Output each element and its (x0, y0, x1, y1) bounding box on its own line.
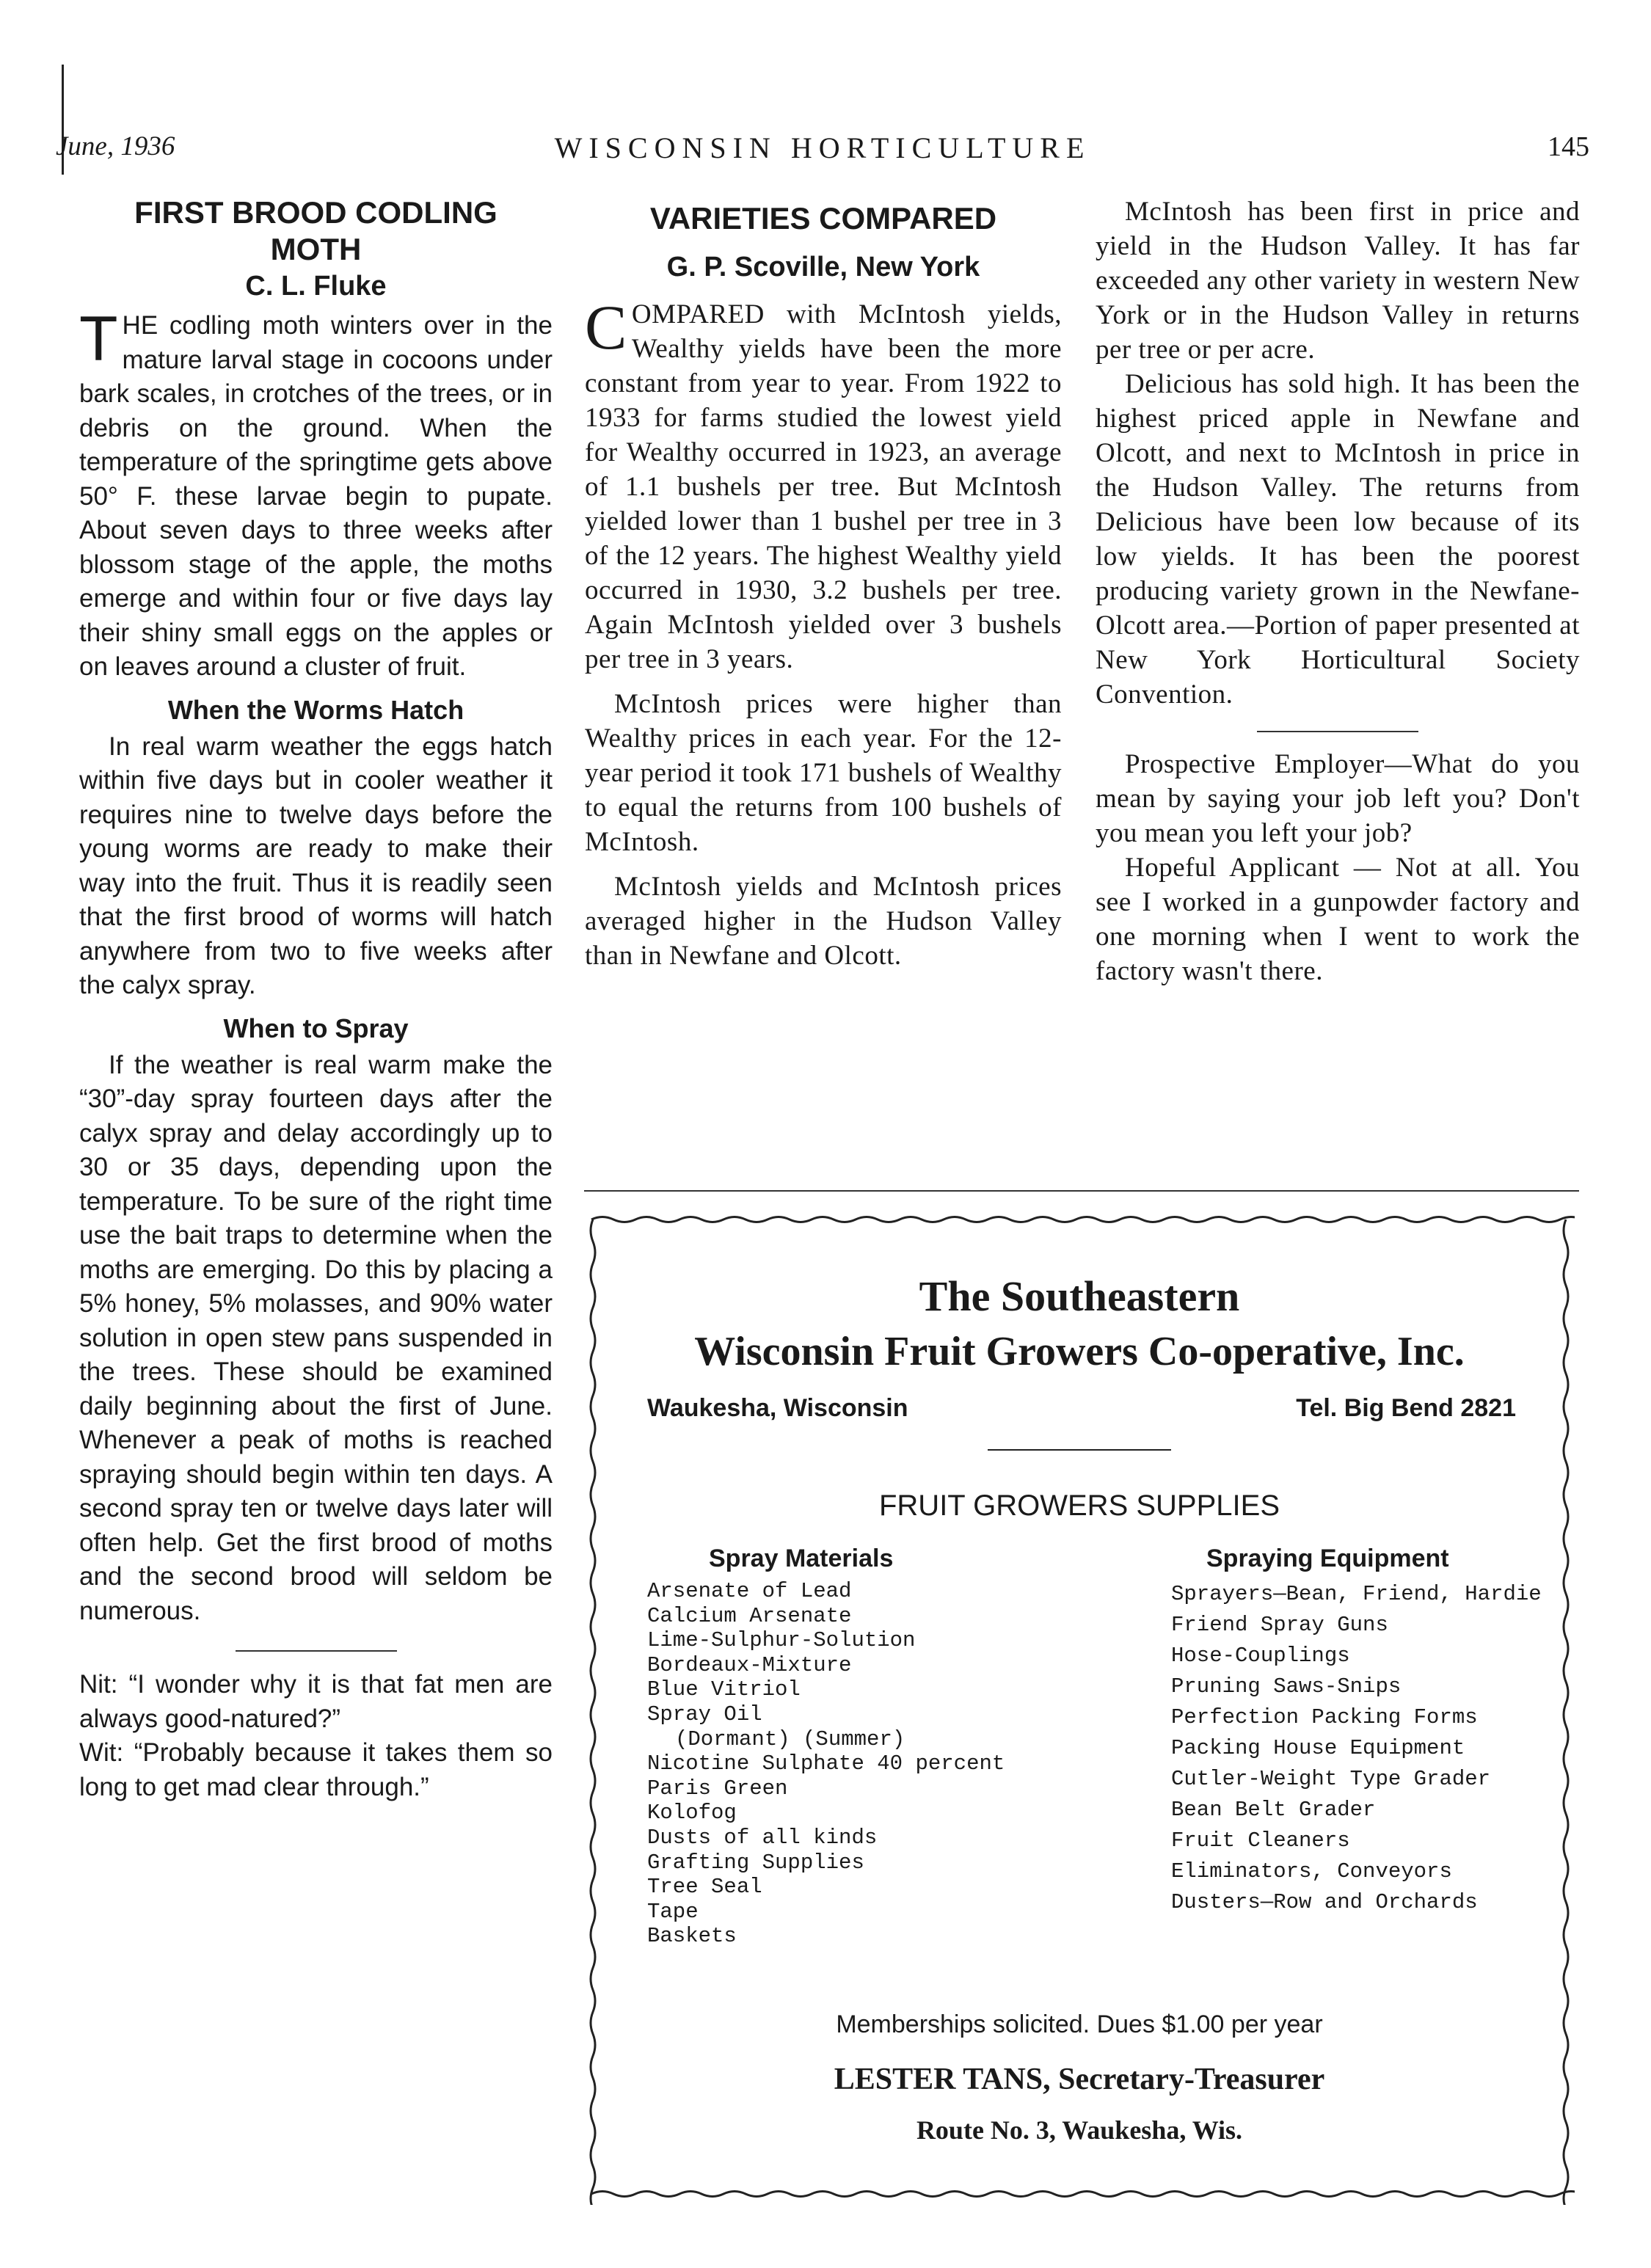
divider-rule (236, 1650, 397, 1652)
spraying-equipment-list (1171, 1579, 1542, 1918)
list-item: Arsenate of Lead (647, 1579, 852, 1603)
page-header (56, 131, 1589, 172)
list-item: Bordeaux-Mixture (647, 1652, 852, 1677)
list-item: (Dormant) (Summer) (675, 1726, 905, 1751)
ad-city: Waukesha, Wisconsin (647, 1394, 908, 1422)
list-item: Perfection Packing Forms (1171, 1705, 1478, 1729)
list-item: Eliminators, Conveyors (1171, 1859, 1452, 1884)
paragraph-worms-hatch: In real warm weather the eggs hatch within five days but in cooler weather it requires nine to twelve days before the young worms are ready to make their way into the fruit. Thus it is readily seen that the first brood of worms will hatch anywhere from two to five weeks after the calyx spray. (79, 732, 553, 999)
list-item: Grafting Supplies (647, 1850, 864, 1875)
ad-telephone: Tel. Big Bend 2821 (1296, 1394, 1516, 1422)
codling-title-line2: MOTH (270, 232, 362, 266)
list-item: Dusts of all kinds (647, 1825, 878, 1850)
section-rule (584, 1190, 1579, 1192)
codling-author: C. L. Fluke (245, 271, 387, 302)
codling-title-line1: FIRST BROOD CODLING (134, 195, 498, 230)
varieties-title: VARIETIES COMPARED (649, 201, 997, 236)
list-item: Pruning Saws-Snips (1171, 1674, 1402, 1699)
varieties-paragraph-5: Delicious has sold high. It has been the highest priced apple in Newfane and Olcott, and next to McIntosh in price in the Hudson Valley. The returns from Delicious have been low because of its low yields. It has been the poorest producing variety grown in the Newfane-Olcott area.—Portion of paper presented at New York Horticultural Society Convention. (1096, 369, 1580, 710)
paragraph-when-to-spray: If the weather is real warm make the “30”-day spray fourteen days after the calyx spray and delay accordingly up to 30 or 35 days, depending upon the temperature. To be sure of the right time use the bait traps to determine when the moths are emerging. Do this by placing a 5% honey, 5% molasses, and 90% water solution in open stew pans suspended in the trees. These should be examined daily beginning about the first of June. Whenever a peak of moths is reached spraying should begin within ten days. A second spray ten or twelve days later will often help. Get the first brood of moths and the second brood will seldom be numerous. (79, 1050, 553, 1625)
cooperative-advertisement (584, 1211, 1575, 2205)
list-item: Bean Belt Grader (1171, 1798, 1376, 1822)
varieties-author: G. P. Scoville, New York (666, 252, 980, 282)
column-left (79, 194, 553, 1804)
column-middle (585, 194, 1062, 973)
varieties-paragraph-3: McIntosh yields and McIntosh prices averaged higher in the Hudson Valley than in Newfane and Olcott. (585, 872, 1062, 971)
subhead-when-to-spray: When to Spray (223, 1013, 409, 1043)
list-item: Dusters—Row and Orchards (1171, 1890, 1478, 1914)
page-number: 145 (1548, 131, 1589, 162)
ad-supplies-heading: FRUIT GROWERS SUPPLIES (878, 1489, 1280, 1522)
list-item: Paris Green (647, 1776, 788, 1801)
ad-short-rule (988, 1449, 1171, 1451)
list-item: Nicotine Sulphate 40 percent (647, 1751, 1005, 1776)
list-item: Spray Oil (647, 1702, 762, 1726)
list-item: Fruit Cleaners (1171, 1828, 1350, 1853)
list-item: Cutler-Weight Type Grader (1171, 1767, 1491, 1791)
varieties-paragraph-2: McIntosh prices were higher than Wealthy prices in each year. For the 12-year period it took 171 bushels of Wealthy to equal the returns from 100 bushels of McIntosh. (585, 689, 1062, 857)
subhead-worms-hatch: When the Worms Hatch (167, 694, 464, 725)
list-item: Tape (647, 1899, 699, 1924)
divider-rule (1257, 731, 1418, 732)
varieties-intro-paragraph (585, 292, 1062, 677)
list-item: Tree Seal (647, 1875, 762, 1900)
list-item: Hose-Couplings (1171, 1644, 1350, 1668)
column-right (1096, 194, 1580, 988)
codling-intro-paragraph (79, 304, 553, 685)
list-item: Baskets (647, 1924, 737, 1949)
issue-date: June, 1936 (56, 131, 175, 161)
ad-contact-address: Route No. 3, Waukesha, Wis. (916, 2115, 1243, 2145)
varieties-paragraph-4: McIntosh has been first in price and yield in the Hudson Valley. It has far exceeded any other variety in western New York or in the Hudson Valley in returns per tree or per acre. (1096, 197, 1580, 365)
spraying-equipment-heading: Spraying Equipment (1206, 1545, 1449, 1572)
ad-company-name-line2: Wisconsin Fruit Growers Co-operative, Inc. (694, 1329, 1465, 1374)
codling-drop-cap: T (79, 304, 118, 374)
list-item: Packing House Equipment (1171, 1736, 1465, 1760)
varieties-intro-text: OMPARED with McIntosh yields, Wealthy yields have been the more constant from year to year. From 1922 to 1933 for farms studied the lowest yield for Wealthy occurred in 1923, an average of 1.1 bushels per tree. But McIntosh yielded lower than 1 bushel per tree in 3 of the 12 years. The highest Wealthy yield occurred in 1930, 3.2 bushels per tree. Again McIntosh yielded over 3 bushels per tree in 3 years. (585, 299, 1062, 674)
joke-applicant: Hopeful Applicant — Not at all. You see I worked in a gunpowder factory and one morning when I went to work the factory wasn't there. (1096, 853, 1580, 986)
list-item: Sprayers—Bean, Friend, Hardie (1171, 1582, 1542, 1606)
joke-wit: Wit: “Probably because it takes them so long to get mad clear through.” (79, 1738, 553, 1801)
ad-membership-note: Memberships solicited. Dues $1.00 per year (836, 2010, 1323, 2038)
list-item: Kolofog (647, 1801, 737, 1826)
codling-intro-text: HE codling moth winters over in the mature larval stage in cocoons under bark scales, in crotches of the trees, or in debris on the ground. When the temperature of the springtime gets above 50° F. these larvae begin to pupate. About seven days to three weeks after blossom stage of the apple, the moths emerge and within four or five days lay their shiny small eggs on the apples or on leaves around a cluster of fruit. (79, 311, 553, 681)
list-item: Lime-Sulphur-Solution (647, 1628, 916, 1653)
ad-content (613, 1211, 1545, 2205)
spray-materials-list (647, 1579, 1005, 1949)
ad-company-name-line1: The Southeastern (919, 1272, 1240, 1320)
joke-nit: Nit: “I wonder why it is that fat men are always good-natured?” (79, 1670, 553, 1733)
ad-contact-name: LESTER TANS, Secretary-Treasurer (834, 2063, 1325, 2096)
varieties-drop-cap: C (585, 292, 627, 362)
journal-title: WISCONSIN HORTICULTURE (554, 131, 1091, 164)
joke-employer: Prospective Employer—What do you mean by saying your job left you? Don't you mean you left your job? (1096, 749, 1580, 848)
list-item: Calcium Arsenate (647, 1603, 852, 1628)
list-item: Friend Spray Guns (1171, 1613, 1388, 1637)
spray-materials-heading: Spray Materials (709, 1545, 894, 1572)
list-item: Blue Vitriol (647, 1677, 801, 1702)
